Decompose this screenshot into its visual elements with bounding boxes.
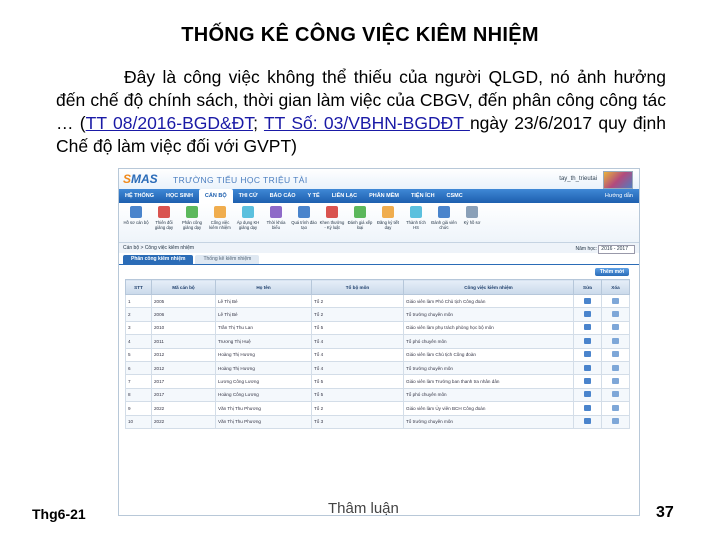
- table-cell: 7: [126, 375, 152, 388]
- table-cell: 5: [126, 348, 152, 361]
- toolbar-icon: [382, 206, 394, 218]
- toolbar-button[interactable]: [151, 206, 177, 230]
- toolbar-icon: [214, 206, 226, 218]
- edit-icon[interactable]: [584, 351, 591, 357]
- table-cell: Văn Thị Thu Phương: [216, 415, 312, 428]
- table-row[interactable]: [126, 388, 630, 401]
- toolbar-icon: [438, 206, 450, 218]
- tab-phan-cong[interactable]: Phân công kiêm nhiệm: [123, 255, 193, 264]
- para-end: ngày 23/6/2017 quy định Chế độ làm việc đối với GVPT): [56, 113, 666, 156]
- footer-center: Thâm luận: [328, 500, 399, 517]
- menu-help[interactable]: Hướng dẫn: [604, 193, 633, 199]
- table-cell: Tổ 4: [312, 335, 404, 348]
- table-row[interactable]: [126, 348, 630, 361]
- delete-icon[interactable]: [612, 378, 619, 384]
- table-row[interactable]: [126, 295, 630, 308]
- edit-icon[interactable]: [584, 338, 591, 344]
- toolbar-icon: [298, 206, 310, 218]
- table-cell: Tổ phó chuyên môn: [404, 335, 574, 348]
- delete-icon[interactable]: [612, 351, 619, 357]
- toolbar-label: Áp dụng KH giảng dạy: [236, 220, 260, 230]
- table-cell: Tổ 5: [312, 388, 404, 401]
- column-header[interactable]: Công việc kiêm nhiệm: [404, 280, 574, 295]
- assignment-table: [125, 279, 630, 429]
- toolbar-label: Hồ sơ cán bộ: [123, 220, 149, 225]
- table-cell: 2006: [152, 308, 216, 321]
- table-cell: Tổ trưởng chuyên môn: [404, 361, 574, 374]
- edit-icon[interactable]: [584, 365, 591, 371]
- table-cell: 6: [126, 361, 152, 374]
- table-cell: 2005: [152, 295, 216, 308]
- column-header[interactable]: Mã cán bộ: [152, 280, 216, 295]
- table-cell: Tổ 3: [312, 415, 404, 428]
- table-cell: 10: [126, 415, 152, 428]
- toolbar-label: Ký hồ sơ: [463, 220, 481, 225]
- toolbar-icon: [270, 206, 282, 218]
- table-row[interactable]: [126, 361, 630, 374]
- table-cell: Tổ trưởng chuyên môn: [404, 415, 574, 428]
- slide-paragraph: [56, 66, 666, 158]
- table-cell: Tổ 2: [312, 295, 404, 308]
- table-cell: 8: [126, 388, 152, 401]
- column-header[interactable]: Xóa: [602, 280, 630, 295]
- toolbar-icon: [326, 206, 338, 218]
- delete-icon[interactable]: [612, 338, 619, 344]
- toolbar-label: Cống việc kiêm nhiệm: [209, 220, 231, 230]
- table-cell: Tổ 2: [312, 308, 404, 321]
- table-cell: 2: [126, 308, 152, 321]
- column-header[interactable]: Tổ bộ môn: [312, 280, 404, 295]
- table-cell: 2017: [152, 388, 216, 401]
- table-cell: Giáo viên làm Chủ tịch Công đoàn: [404, 348, 574, 361]
- table-cell: Giáo viên làm Phó Chủ tịch Công đoàn: [404, 295, 574, 308]
- table-cell: Hoàng Công Lương: [216, 388, 312, 401]
- table-cell: Trần Thị Thu Lan: [216, 321, 312, 334]
- table-cell: 2011: [152, 335, 216, 348]
- toolbar-label: Đăng ký tiết dạy: [376, 220, 400, 230]
- breadcrumb-bar: [119, 243, 639, 253]
- tab-strip: [119, 253, 639, 265]
- table-row[interactable]: [126, 415, 630, 428]
- table-cell: Tổ 5: [312, 375, 404, 388]
- toolbar-button[interactable]: [459, 206, 485, 225]
- year-select[interactable]: Năm học: 2016 - 2017: [576, 244, 636, 254]
- smas-logo: SMAS: [123, 172, 158, 186]
- user-name[interactable]: tay_th_trieutai: [559, 176, 597, 182]
- menu-item[interactable]: HỌC SINH: [166, 193, 193, 199]
- menu-item[interactable]: BÁO CÁO: [269, 193, 296, 199]
- toolbar-button[interactable]: [179, 206, 205, 230]
- toolbar-icon: [186, 206, 198, 218]
- table-cell: Giáo viên làm Ủy viên BCH Công đoàn: [404, 402, 574, 415]
- table-cell: 2010: [152, 321, 216, 334]
- toolbar: [119, 203, 639, 243]
- delete-icon[interactable]: [612, 391, 619, 397]
- menu-item[interactable]: LIÊN LẠC: [331, 193, 358, 199]
- toolbar-button[interactable]: [291, 206, 317, 230]
- table-cell: Lương Công Lương: [216, 375, 312, 388]
- toolbar-icon: [242, 206, 254, 218]
- table-cell: 2012: [152, 348, 216, 361]
- para-intro: Đây là công việc không thể thiếu của người QLGD, nó ảnh hưởng đến chế độ chính sách, thời gian làm việc của CBGV, đến phân công công tác … (: [56, 67, 666, 133]
- table-row[interactable]: [126, 335, 630, 348]
- table-cell: Lê Thị Bé: [216, 308, 312, 321]
- toolbar-button[interactable]: [347, 206, 373, 230]
- column-header[interactable]: Sửa: [574, 280, 602, 295]
- para-separator: ;: [253, 113, 264, 133]
- toolbar-icon: [158, 206, 170, 218]
- toolbar-button[interactable]: [263, 206, 289, 230]
- table-cell: Tổ 2: [312, 402, 404, 415]
- toolbar-button[interactable]: [207, 206, 233, 230]
- table-row[interactable]: [126, 308, 630, 321]
- action-bar: [119, 265, 639, 279]
- school-name: TRƯỜNG TIỂU HỌC TRIỆU TÀI: [173, 175, 308, 185]
- table-cell: 4: [126, 335, 152, 348]
- table-cell: 2022: [152, 415, 216, 428]
- table-cell: 9: [126, 402, 152, 415]
- table-cell: Văn Thị Thu Phương: [216, 402, 312, 415]
- toolbar-button[interactable]: [235, 206, 261, 230]
- toolbar-button[interactable]: [123, 206, 149, 225]
- edit-icon[interactable]: [584, 324, 591, 330]
- smas-screenshot: [118, 168, 640, 516]
- table-cell: 3: [126, 321, 152, 334]
- menu-item[interactable]: HỆ THỐNG: [125, 193, 155, 199]
- table-cell: Hoàng Thị Hương: [216, 361, 312, 374]
- menu-item[interactable]: Y TẾ: [307, 193, 320, 199]
- toolbar-label: Quá trình đào tạo: [291, 220, 317, 230]
- toolbar-label: Đánh giá xếp loại: [347, 220, 373, 230]
- delete-icon[interactable]: [612, 311, 619, 317]
- header-photo: [603, 171, 633, 189]
- delete-icon[interactable]: [612, 418, 619, 424]
- table-cell: 2022: [152, 402, 216, 415]
- add-button[interactable]: Thêm mới: [595, 268, 629, 276]
- delete-icon[interactable]: [612, 298, 619, 304]
- table-row[interactable]: [126, 321, 630, 334]
- slide-title: THỐNG KÊ CÔNG VIỆC KIÊM NHIỆM: [181, 24, 539, 46]
- menu-item[interactable]: CSMC: [446, 193, 463, 199]
- app-header: [119, 169, 639, 189]
- edit-icon[interactable]: [584, 405, 591, 411]
- edit-icon[interactable]: [584, 378, 591, 384]
- toolbar-label: Thời khóa biểu: [266, 220, 286, 230]
- toolbar-icon: [130, 206, 142, 218]
- edit-icon[interactable]: [584, 311, 591, 317]
- edit-icon[interactable]: [584, 391, 591, 397]
- table-cell: Tổ 4: [312, 361, 404, 374]
- toolbar-button[interactable]: [431, 206, 457, 230]
- link-tt-08[interactable]: TT 08/2016-BGD&ĐT: [85, 113, 254, 133]
- table-row[interactable]: [126, 375, 630, 388]
- menu-item[interactable]: CÁN BỘ: [199, 189, 233, 203]
- delete-icon[interactable]: [612, 365, 619, 371]
- table-cell: Tổ trưởng chuyên môn: [404, 308, 574, 321]
- edit-icon[interactable]: [584, 298, 591, 304]
- table-cell: 2017: [152, 375, 216, 388]
- table-cell: Hoàng Thị Hương: [216, 348, 312, 361]
- table-cell: Giáo viên làm phụ trách phòng học bộ môn: [404, 321, 574, 334]
- column-header[interactable]: STT: [126, 280, 152, 295]
- toolbar-label: Đánh giá viên chức: [431, 220, 457, 230]
- toolbar-icon: [466, 206, 478, 218]
- toolbar-button[interactable]: [403, 206, 429, 230]
- toolbar-button[interactable]: [375, 206, 401, 230]
- table-cell: Lê Thị Bé: [216, 295, 312, 308]
- toolbar-label: Thành tích HS: [406, 220, 426, 230]
- table-cell: Tổ 4: [312, 348, 404, 361]
- toolbar-label: Phân công giảng dạy: [181, 220, 203, 230]
- table-row[interactable]: [126, 402, 630, 415]
- table-cell: Giáo viên làm Trưởng ban thanh tra nhân dân: [404, 375, 574, 388]
- page-number: 37: [656, 504, 674, 521]
- toolbar-icon: [354, 206, 366, 218]
- delete-icon[interactable]: [612, 405, 619, 411]
- toolbar-button[interactable]: [319, 206, 345, 230]
- menu-item[interactable]: PHÂN MỀM: [369, 193, 400, 199]
- table-cell: Trương Thị Huệ: [216, 335, 312, 348]
- column-header[interactable]: Họ tên: [216, 280, 312, 295]
- table-cell: Tổ phó chuyên môn: [404, 388, 574, 401]
- toolbar-label: Thiên đổi giảng dạy: [154, 220, 174, 230]
- menu-item[interactable]: TIỆN ÍCH: [411, 193, 435, 199]
- toolbar-label: Khen thưởng - Kỷ luật: [319, 220, 345, 230]
- link-tt-03[interactable]: TT Số: 03/VBHN-BGDĐT: [263, 113, 470, 133]
- toolbar-icon: [410, 206, 422, 218]
- table-cell: Tổ 5: [312, 321, 404, 334]
- edit-icon[interactable]: [584, 418, 591, 424]
- table-cell: 1: [126, 295, 152, 308]
- footer-date: Thg6-21: [32, 506, 86, 522]
- menu-item[interactable]: THI CỬ: [238, 193, 258, 199]
- main-menu: [119, 189, 639, 203]
- tab-thong-ke[interactable]: Thống kê kiêm nhiệm: [195, 255, 259, 264]
- breadcrumb: Cán bộ > Công việc kiêm nhiệm: [123, 245, 195, 251]
- delete-icon[interactable]: [612, 324, 619, 330]
- table-cell: 2012: [152, 361, 216, 374]
